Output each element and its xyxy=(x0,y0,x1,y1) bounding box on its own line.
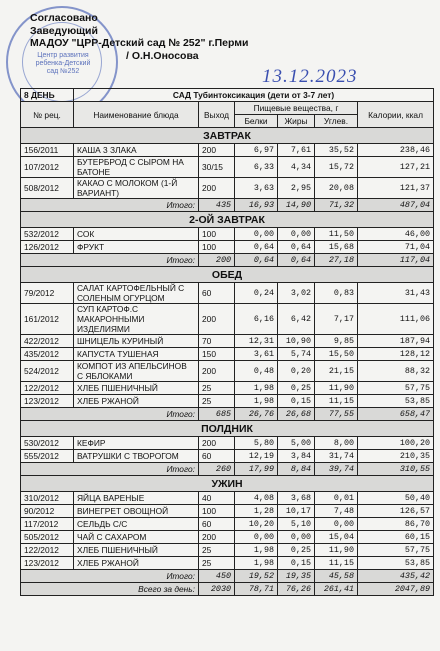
dish-name: КЕФИР xyxy=(74,437,199,450)
dish-name: ХЛЕБ ПШЕНИЧНЫЙ xyxy=(74,382,199,395)
total-calories: 487,04 xyxy=(358,199,434,212)
calories: 53,85 xyxy=(358,557,434,570)
dish-name: КОМПОТ ИЗ АПЕЛЬСИНОВ С ЯБЛОКАМИ xyxy=(74,361,199,382)
table-row xyxy=(21,492,434,505)
dish-name: ХЛЕБ ПШЕНИЧНЫЙ xyxy=(74,544,199,557)
total-output: 450 xyxy=(199,570,235,583)
protein: 6,97 xyxy=(235,144,278,157)
recipe-number: 422/2012 xyxy=(21,335,74,348)
calories: 60,15 xyxy=(358,531,434,544)
dish-name: ВАТРУШКИ С ТВОРОГОМ xyxy=(74,450,199,463)
protein: 6,16 xyxy=(235,304,278,335)
calories: 31,43 xyxy=(358,283,434,304)
recipe-number: 555/2012 xyxy=(21,450,74,463)
recipe-number: 123/2012 xyxy=(21,557,74,570)
calories: 88,32 xyxy=(358,361,434,382)
fat: 5,10 xyxy=(278,518,315,531)
carbs: 0,00 xyxy=(315,518,358,531)
meal-section-header xyxy=(21,476,434,492)
output: 200 xyxy=(199,361,235,382)
fat: 3,68 xyxy=(278,492,315,505)
fat: 4,34 xyxy=(278,157,315,178)
total-output: 435 xyxy=(199,199,235,212)
table-row xyxy=(21,335,434,348)
output: 70 xyxy=(199,335,235,348)
output: 200 xyxy=(199,178,235,199)
table-row xyxy=(21,178,434,199)
dish-name: ЧАЙ С САХАРОМ xyxy=(74,531,199,544)
meal-section-title: ОБЕД xyxy=(21,267,434,283)
recipe-number: 505/2012 xyxy=(21,531,74,544)
protein: 0,00 xyxy=(235,228,278,241)
fat: 5,00 xyxy=(278,437,315,450)
table-row xyxy=(21,283,434,304)
grand-total-calories: 2047,89 xyxy=(358,583,434,596)
meal-section-title: 2-ОЙ ЗАВТРАК xyxy=(21,212,434,228)
carbs: 15,04 xyxy=(315,531,358,544)
fat: 0,25 xyxy=(278,382,315,395)
carbs: 11,15 xyxy=(315,557,358,570)
recipe-number: 122/2012 xyxy=(21,544,74,557)
carbs: 11,90 xyxy=(315,544,358,557)
output: 100 xyxy=(199,228,235,241)
carbs: 31,74 xyxy=(315,450,358,463)
table-row xyxy=(21,544,434,557)
meal-section-title: ПОЛДНИК xyxy=(21,421,434,437)
table-row xyxy=(21,228,434,241)
output: 200 xyxy=(199,437,235,450)
fat: 0,64 xyxy=(278,241,315,254)
calories: 57,75 xyxy=(358,382,434,395)
total-fat: 14,90 xyxy=(278,199,315,212)
protein: 0,64 xyxy=(235,241,278,254)
fat: 0,00 xyxy=(278,228,315,241)
carbs: 15,72 xyxy=(315,157,358,178)
output: 200 xyxy=(199,144,235,157)
grand-total-carbs: 261,41 xyxy=(315,583,358,596)
meal-section-header xyxy=(21,128,434,144)
grand-total-row xyxy=(21,583,434,596)
total-output: 685 xyxy=(199,408,235,421)
recipe-number: 122/2012 xyxy=(21,382,74,395)
total-carbs: 77,55 xyxy=(315,408,358,421)
protein: 4,08 xyxy=(235,492,278,505)
recipe-number: 90/2012 xyxy=(21,505,74,518)
dish-name: САЛАТ КАРТОФЕЛЬНЫЙ С СОЛЕНЫМ ОГУРЦОМ xyxy=(74,283,199,304)
col-nutrients-header: Пищевые вещества, г xyxy=(235,102,358,115)
carbs: 20,08 xyxy=(315,178,358,199)
recipe-number: 524/2012 xyxy=(21,361,74,382)
protein: 1,98 xyxy=(235,544,278,557)
total-calories: 658,47 xyxy=(358,408,434,421)
menu-body xyxy=(21,128,434,596)
protein: 12,31 xyxy=(235,335,278,348)
total-carbs: 39,74 xyxy=(315,463,358,476)
dish-name: СОК xyxy=(74,228,199,241)
total-carbs: 27,18 xyxy=(315,254,358,267)
protein: 3,61 xyxy=(235,348,278,361)
output: 25 xyxy=(199,382,235,395)
carbs: 11,15 xyxy=(315,395,358,408)
recipe-number: 310/2012 xyxy=(21,492,74,505)
total-fat: 19,35 xyxy=(278,570,315,583)
total-carbs: 45,58 xyxy=(315,570,358,583)
dish-name: СЕЛЬДЬ С/С xyxy=(74,518,199,531)
output: 200 xyxy=(199,531,235,544)
fat: 3,84 xyxy=(278,450,315,463)
dish-name: ШНИЦЕЛЬ КУРИНЫЙ xyxy=(74,335,199,348)
recipe-number: 117/2012 xyxy=(21,518,74,531)
protein: 1,28 xyxy=(235,505,278,518)
carbs: 11,50 xyxy=(315,228,358,241)
meal-section-header xyxy=(21,212,434,228)
table-row xyxy=(21,348,434,361)
table-row xyxy=(21,437,434,450)
col-fat-header: Жиры xyxy=(278,115,315,128)
protein: 0,00 xyxy=(235,531,278,544)
carbs: 0,01 xyxy=(315,492,358,505)
fat: 0,20 xyxy=(278,361,315,382)
col-name-header: Наименование блюда xyxy=(74,102,199,128)
meal-section-header xyxy=(21,267,434,283)
total-fat: 26,68 xyxy=(278,408,315,421)
approval-line-1: Согласовано xyxy=(30,12,98,24)
carbs: 0,83 xyxy=(315,283,358,304)
recipe-number: 161/2012 xyxy=(21,304,74,335)
output: 40 xyxy=(199,492,235,505)
output: 25 xyxy=(199,544,235,557)
dish-name: КАПУСТА ТУШЕНАЯ xyxy=(74,348,199,361)
section-total-row xyxy=(21,463,434,476)
calories: 187,94 xyxy=(358,335,434,348)
table-row xyxy=(21,531,434,544)
table-row xyxy=(21,382,434,395)
recipe-number: 79/2012 xyxy=(21,283,74,304)
fat: 0,00 xyxy=(278,531,315,544)
section-total-row xyxy=(21,199,434,212)
recipe-number: 508/2012 xyxy=(21,178,74,199)
recipe-number: 435/2012 xyxy=(21,348,74,361)
table-row xyxy=(21,518,434,531)
total-protein: 16,93 xyxy=(235,199,278,212)
fat: 2,95 xyxy=(278,178,315,199)
output: 100 xyxy=(199,505,235,518)
calories: 86,70 xyxy=(358,518,434,531)
calories: 238,46 xyxy=(358,144,434,157)
protein: 0,48 xyxy=(235,361,278,382)
protein: 1,98 xyxy=(235,382,278,395)
output: 60 xyxy=(199,518,235,531)
fat: 7,61 xyxy=(278,144,315,157)
total-calories: 117,04 xyxy=(358,254,434,267)
protein: 1,98 xyxy=(235,395,278,408)
protein: 5,80 xyxy=(235,437,278,450)
total-label: Итого: xyxy=(21,570,199,583)
menu-table xyxy=(20,88,434,596)
grand-total-label: Всего за день: xyxy=(21,583,199,596)
carbs: 8,00 xyxy=(315,437,358,450)
table-row xyxy=(21,304,434,335)
table-row xyxy=(21,505,434,518)
fat: 0,15 xyxy=(278,395,315,408)
meal-section-title: УЖИН xyxy=(21,476,434,492)
handwritten-date: 13.12.2023 xyxy=(262,66,358,87)
total-protein: 0,64 xyxy=(235,254,278,267)
fat: 0,25 xyxy=(278,544,315,557)
protein: 0,24 xyxy=(235,283,278,304)
total-protein: 17,99 xyxy=(235,463,278,476)
protein: 1,98 xyxy=(235,557,278,570)
total-carbs: 71,32 xyxy=(315,199,358,212)
approval-line-2: Заведующий xyxy=(30,24,98,37)
protein: 3,63 xyxy=(235,178,278,199)
carbs: 9,85 xyxy=(315,335,358,348)
carbs: 15,50 xyxy=(315,348,358,361)
dish-name: ФРУКТ xyxy=(74,241,199,254)
calories: 128,12 xyxy=(358,348,434,361)
total-protein: 19,52 xyxy=(235,570,278,583)
dish-name: КАКАО С МОЛОКОМ (1-Й ВАРИАНТ) xyxy=(74,178,199,199)
dish-name: БУТЕРБРОД С СЫРОМ НА БАТОНЕ xyxy=(74,157,199,178)
table-row xyxy=(21,361,434,382)
fat: 0,15 xyxy=(278,557,315,570)
dish-name: ЯЙЦА ВАРЕНЫЕ xyxy=(74,492,199,505)
protein: 12,19 xyxy=(235,450,278,463)
col-calories-header: Калории, ккал xyxy=(358,102,434,128)
dish-name: ХЛЕБ РЖАНОЙ xyxy=(74,557,199,570)
output: 100 xyxy=(199,241,235,254)
table-row xyxy=(21,157,434,178)
total-label: Итого: xyxy=(21,463,199,476)
output: 60 xyxy=(199,450,235,463)
carbs: 7,17 xyxy=(315,304,358,335)
dish-name: СУП КАРТОФ.С МАКАРОННЫМИ ИЗДЕЛИЯМИ xyxy=(74,304,199,335)
col-output-header: Выход xyxy=(199,102,235,128)
fat: 10,90 xyxy=(278,335,315,348)
dish-name: ВИНЕГРЕТ ОВОЩНОЙ xyxy=(74,505,199,518)
total-output: 260 xyxy=(199,463,235,476)
carbs: 15,68 xyxy=(315,241,358,254)
table-row xyxy=(21,241,434,254)
total-fat: 8,84 xyxy=(278,463,315,476)
grand-total-output: 2030 xyxy=(199,583,235,596)
carbs: 11,90 xyxy=(315,382,358,395)
total-fat: 0,64 xyxy=(278,254,315,267)
fat: 3,02 xyxy=(278,283,315,304)
total-protein: 26,76 xyxy=(235,408,278,421)
calories: 210,35 xyxy=(358,450,434,463)
section-total-row xyxy=(21,254,434,267)
recipe-number: 126/2012 xyxy=(21,241,74,254)
output: 25 xyxy=(199,395,235,408)
recipe-number: 107/2012 xyxy=(21,157,74,178)
calories: 126,57 xyxy=(358,505,434,518)
fat: 5,74 xyxy=(278,348,315,361)
recipe-number: 532/2012 xyxy=(21,228,74,241)
calories: 127,21 xyxy=(358,157,434,178)
approval-header xyxy=(30,12,249,62)
section-total-row xyxy=(21,408,434,421)
meal-section-header xyxy=(21,421,434,437)
calories: 71,04 xyxy=(358,241,434,254)
section-total-row xyxy=(21,570,434,583)
table-row xyxy=(21,395,434,408)
output: 200 xyxy=(199,304,235,335)
calories: 57,75 xyxy=(358,544,434,557)
fat: 6,42 xyxy=(278,304,315,335)
carbs: 7,48 xyxy=(315,505,358,518)
fat: 10,17 xyxy=(278,505,315,518)
table-row xyxy=(21,450,434,463)
output: 25 xyxy=(199,557,235,570)
calories: 111,06 xyxy=(358,304,434,335)
calories: 53,85 xyxy=(358,395,434,408)
recipe-number: 156/2011 xyxy=(21,144,74,157)
approval-line-3: МАДОУ "ЦРР-Детский сад № 252" г.Перми xyxy=(30,37,249,50)
recipe-number: 123/2012 xyxy=(21,395,74,408)
calories: 100,20 xyxy=(358,437,434,450)
protein: 6,33 xyxy=(235,157,278,178)
calories: 50,40 xyxy=(358,492,434,505)
dish-name: ХЛЕБ РЖАНОЙ xyxy=(74,395,199,408)
menu-title: САД Тубинтоксикация (дети от 3-7 лет) xyxy=(74,89,434,102)
total-label: Итого: xyxy=(21,408,199,421)
dish-name: КАША 3 ЗЛАКА xyxy=(74,144,199,157)
day-label: 8 ДЕНЬ xyxy=(21,89,74,102)
meal-section-title: ЗАВТРАК xyxy=(21,128,434,144)
col-carbs-header: Углев. xyxy=(315,115,358,128)
output: 60 xyxy=(199,283,235,304)
total-output: 200 xyxy=(199,254,235,267)
total-calories: 310,55 xyxy=(358,463,434,476)
total-label: Итого: xyxy=(21,254,199,267)
col-protein-header: Белки xyxy=(235,115,278,128)
calories: 46,00 xyxy=(358,228,434,241)
total-label: Итого: xyxy=(21,199,199,212)
recipe-number: 530/2012 xyxy=(21,437,74,450)
table-row xyxy=(21,144,434,157)
grand-total-protein: 78,71 xyxy=(235,583,278,596)
total-calories: 435,42 xyxy=(358,570,434,583)
approval-line-4: / О.Н.Оносова xyxy=(126,49,199,62)
carbs: 21,15 xyxy=(315,361,358,382)
protein: 10,20 xyxy=(235,518,278,531)
calories: 121,37 xyxy=(358,178,434,199)
table-row xyxy=(21,557,434,570)
output: 150 xyxy=(199,348,235,361)
stamp-text: Центр развития ребенка-Детский сад №252 xyxy=(35,52,91,75)
col-recipe-header: № рец. xyxy=(21,102,74,128)
grand-total-fat: 76,26 xyxy=(278,583,315,596)
carbs: 35,52 xyxy=(315,144,358,157)
output: 30/15 xyxy=(199,157,235,178)
